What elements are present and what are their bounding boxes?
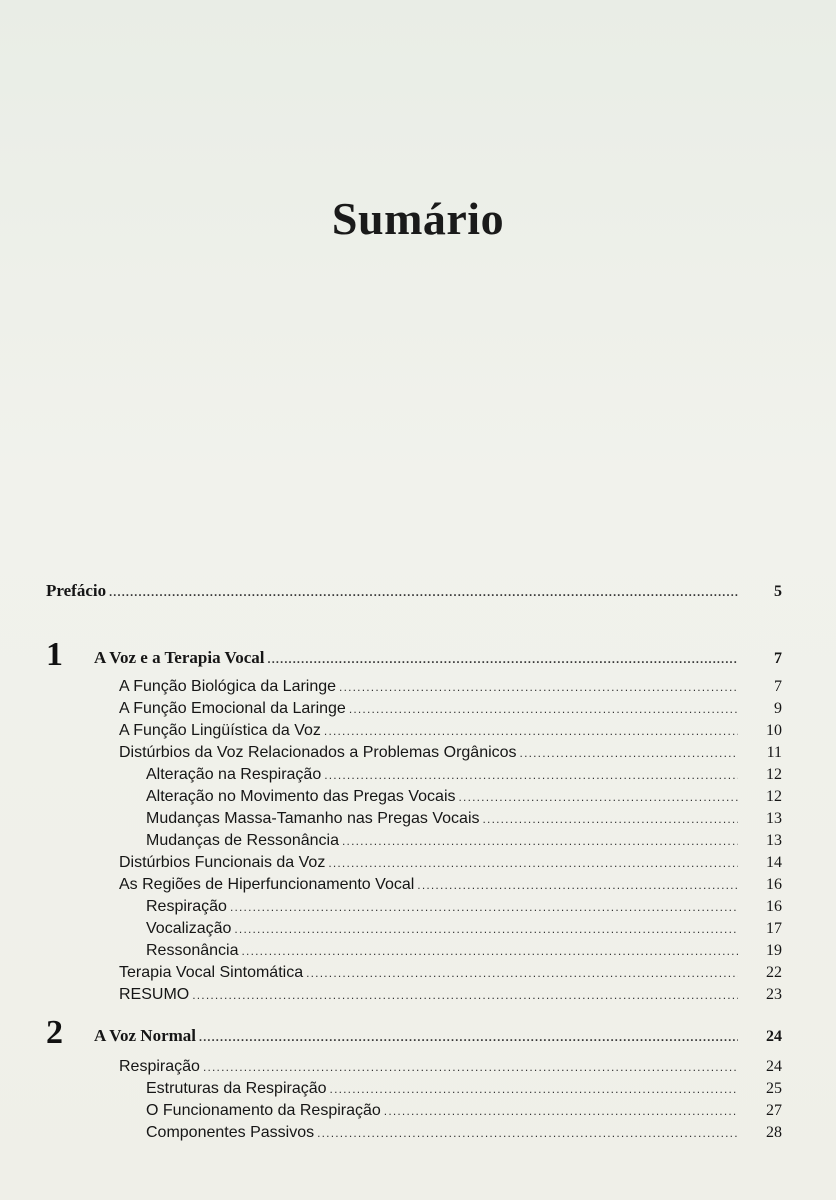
- toc-entry-label: Estruturas da Respiração: [146, 1080, 327, 1097]
- toc-entry-page: 9: [774, 700, 782, 717]
- dot-leader: [324, 724, 738, 738]
- toc-entry-label: Ressonância: [146, 942, 239, 959]
- toc-entry-page: 5: [774, 583, 782, 600]
- toc-entry[interactable]: [119, 854, 782, 872]
- dot-leader: [459, 790, 739, 804]
- dot-leader: [234, 922, 738, 936]
- toc-entry-page: 24: [766, 1058, 782, 1075]
- dot-leader: [520, 746, 738, 760]
- dot-leader: [199, 1030, 738, 1045]
- toc-entry-page: 22: [766, 964, 782, 981]
- toc-entry[interactable]: [119, 1058, 782, 1076]
- toc-subentry[interactable]: [146, 1124, 782, 1142]
- toc-chapter-2[interactable]: [94, 1026, 782, 1046]
- toc-entry-page: 14: [766, 854, 782, 871]
- toc-entry-page: 13: [766, 832, 782, 849]
- toc-entry-label: As Regiões de Hiperfuncionamento Vocal: [119, 876, 415, 893]
- toc-entry-page: 23: [766, 986, 782, 1003]
- dot-leader: [339, 680, 738, 694]
- toc-chapter-label: A Voz Normal: [94, 1026, 196, 1045]
- dot-leader: [349, 702, 738, 716]
- toc-entry-page: 12: [766, 788, 782, 805]
- toc-entry-label: Mudanças de Ressonância: [146, 832, 340, 849]
- dot-leader: [242, 944, 739, 958]
- toc-entry-label: Terapia Vocal Sintomática: [119, 964, 304, 981]
- dot-leader: [109, 585, 738, 600]
- toc-entry-page: 11: [766, 744, 782, 761]
- dot-leader: [192, 988, 738, 1002]
- toc-entry-page: 27: [766, 1102, 782, 1119]
- dot-leader: [306, 966, 738, 980]
- toc-entry-preface[interactable]: [46, 581, 782, 601]
- toc-entry-label: Distúrbios Funcionais da Voz: [119, 854, 326, 871]
- dot-leader: [342, 834, 738, 848]
- toc-entry-page: 25: [766, 1080, 782, 1097]
- toc-subentry[interactable]: [146, 832, 782, 850]
- toc-entry-label: Respiração: [146, 898, 227, 915]
- toc-subentry[interactable]: [146, 1080, 782, 1098]
- page-title: Sumário: [331, 193, 505, 244]
- dot-leader: [230, 900, 738, 914]
- toc-entry-label: Distúrbios da Voz Relacionados a Problemas Orgânicos: [119, 744, 517, 761]
- dot-leader: [483, 812, 738, 826]
- dot-leader: [203, 1060, 738, 1074]
- toc-subentry[interactable]: [146, 766, 782, 784]
- dot-leader: [324, 768, 738, 782]
- toc-entry[interactable]: [119, 678, 782, 696]
- toc-entry-page: 16: [766, 876, 782, 893]
- dot-leader: [268, 652, 738, 667]
- chapter-number: 1: [46, 636, 63, 673]
- toc-entry[interactable]: [119, 722, 782, 740]
- toc-subentry[interactable]: [146, 1102, 782, 1120]
- toc-entry-page: 10: [766, 722, 782, 739]
- toc-entry-label: O Funcionamento da Respiração: [146, 1102, 381, 1119]
- toc-entry-label: Mudanças Massa-Tamanho nas Pregas Vocais: [146, 810, 480, 827]
- toc-entry-page: 19: [766, 942, 782, 959]
- toc-entry-page: 17: [766, 920, 782, 937]
- toc-entry[interactable]: [119, 744, 782, 762]
- chapter-number: 2: [46, 1014, 63, 1051]
- dot-leader: [330, 1082, 738, 1096]
- toc-subentry[interactable]: [146, 920, 782, 938]
- toc-entry-page: 16: [766, 898, 782, 915]
- toc-entry-page: 13: [766, 810, 782, 827]
- toc-entry[interactable]: [119, 964, 782, 982]
- toc-entry-label: A Função Emocional da Laringe: [119, 700, 346, 717]
- toc-entry-label: A Função Lingüística da Voz: [119, 722, 321, 739]
- toc-subentry[interactable]: [146, 788, 782, 806]
- toc-entry[interactable]: [119, 700, 782, 718]
- toc-entry-label: Alteração na Respiração: [146, 766, 322, 783]
- toc-entry-label: RESUMO: [119, 986, 190, 1003]
- toc-entry-label: Respiração: [119, 1058, 200, 1075]
- toc-entry-page: 7: [774, 678, 782, 695]
- toc-entry-page: 12: [766, 766, 782, 783]
- toc-entry-label: Componentes Passivos: [146, 1124, 315, 1141]
- toc-chapter-label: A Voz e a Terapia Vocal: [94, 648, 265, 667]
- toc-entry[interactable]: [119, 876, 782, 894]
- toc-entry-label: A Função Biológica da Laringe: [119, 678, 337, 695]
- dot-leader: [384, 1104, 738, 1118]
- dot-leader: [328, 856, 738, 870]
- dot-leader: [417, 878, 738, 892]
- toc-entry-label: Vocalização: [146, 920, 232, 937]
- dot-leader: [317, 1126, 738, 1140]
- toc-chapter-1[interactable]: [94, 648, 782, 668]
- toc-entry-page: 24: [766, 1028, 782, 1045]
- toc-entry-page: 28: [766, 1124, 782, 1141]
- toc-subentry[interactable]: [146, 942, 782, 960]
- toc-entry-page: 7: [774, 650, 782, 667]
- toc-entry-label: Alteração no Movimento das Pregas Vocais: [146, 788, 456, 805]
- toc-subentry[interactable]: [146, 810, 782, 828]
- toc-entry-label: Prefácio: [46, 581, 107, 600]
- toc-entry[interactable]: [119, 986, 782, 1004]
- toc-subentry[interactable]: [146, 898, 782, 916]
